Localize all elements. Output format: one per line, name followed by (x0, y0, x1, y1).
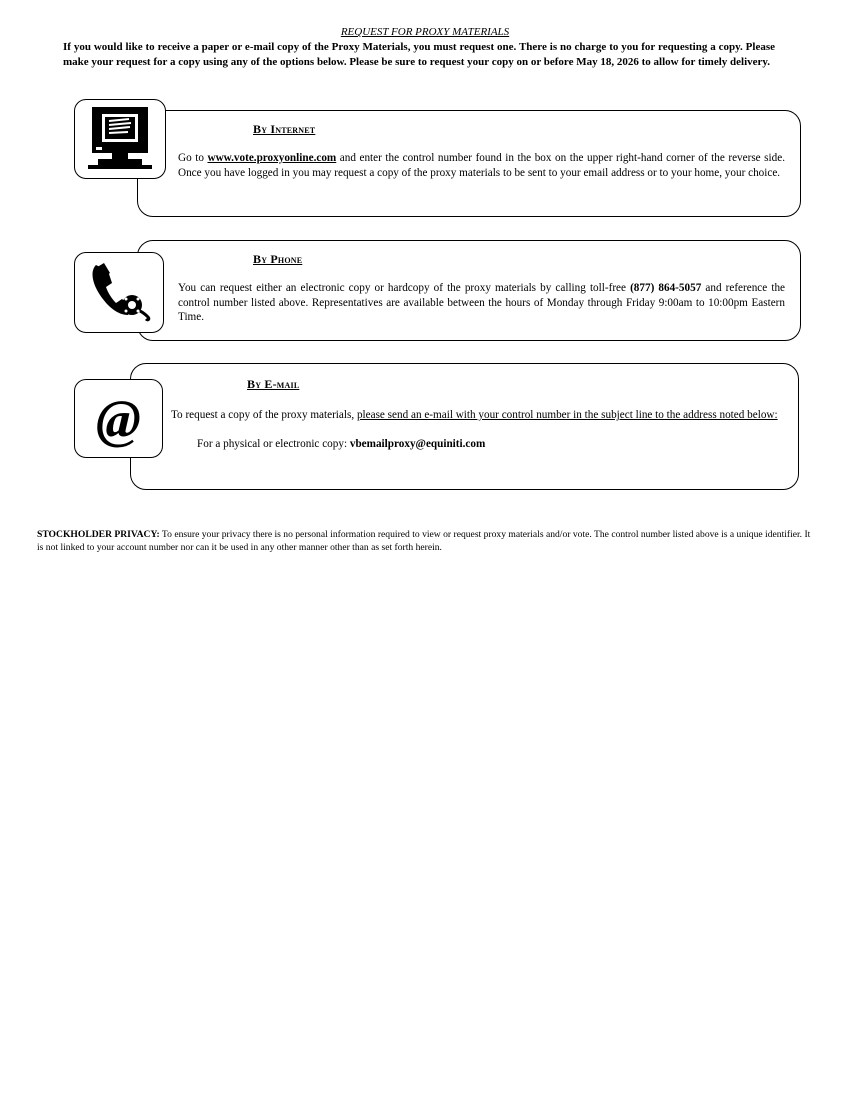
internet-text-after: and enter the control number found in the box on the upper right-hand corner of the reverse side. Once you have logged in you may request a copy of the proxy materials to be sent to your email address or to your home, your choice. (178, 152, 786, 179)
privacy-text: To ensure your privacy there is no personal information required to view or request proxy materials and/or vote. The control number listed above is a unique identifier. It is not linked to your account number nor can it be used in any other manner other than as set forth herein. (37, 529, 811, 553)
phone-text-before: You can request either an electronic copy or hardcopy of the proxy materials by calling toll-free (178, 282, 631, 294)
internet-text-before: Go to (178, 152, 208, 164)
privacy-notice (37, 529, 813, 554)
page-title: REQUEST FOR PROXY MATERIALS (340, 26, 510, 38)
telephone-icon (86, 257, 152, 328)
phone-text-after: and reference the control number listed above. Representatives are available between the hours of Monday through Friday 9:00am to 10:00pm Eastern Time. (178, 282, 786, 323)
email-heading: By E-mail (247, 377, 300, 391)
phone-number: (877) 864-5057 (630, 282, 702, 294)
email-text (171, 408, 781, 423)
privacy-label: STOCKHOLDER PRIVACY: (37, 529, 160, 540)
phone-text (178, 281, 785, 325)
phone-icon-box (74, 252, 164, 333)
email-text-after: : (774, 409, 778, 421)
email-icon-box (74, 379, 163, 458)
vote-link[interactable]: www.vote.proxyonline.com (207, 152, 337, 164)
internet-icon-box (74, 99, 166, 179)
internet-text (178, 151, 785, 180)
internet-heading: By Internet (253, 122, 316, 136)
email-address[interactable]: vbemailproxy@equiniti.com (349, 438, 486, 450)
email-card (130, 363, 799, 490)
email-text-before: To request a copy of the proxy materials, (171, 409, 357, 421)
computer-icon (88, 105, 152, 174)
email-address-label: For a physical or electronic copy: (197, 438, 350, 450)
intro-paragraph: If you would like to receive a paper or e-mail copy of the Proxy Materials, you must request one. There is no charge to you for requesting a copy. Please make your request for a copy using any of the options below. Please be sure to request your copy on or before May 18, 2026 to allow for timely delivery. (63, 41, 775, 68)
at-sign-icon: @ (96, 388, 141, 449)
email-address-line (197, 437, 757, 452)
phone-heading: By Phone (253, 252, 303, 266)
email-instruction-underlined: please send an e-mail with your control number in the subject line to the address noted below (356, 409, 775, 421)
